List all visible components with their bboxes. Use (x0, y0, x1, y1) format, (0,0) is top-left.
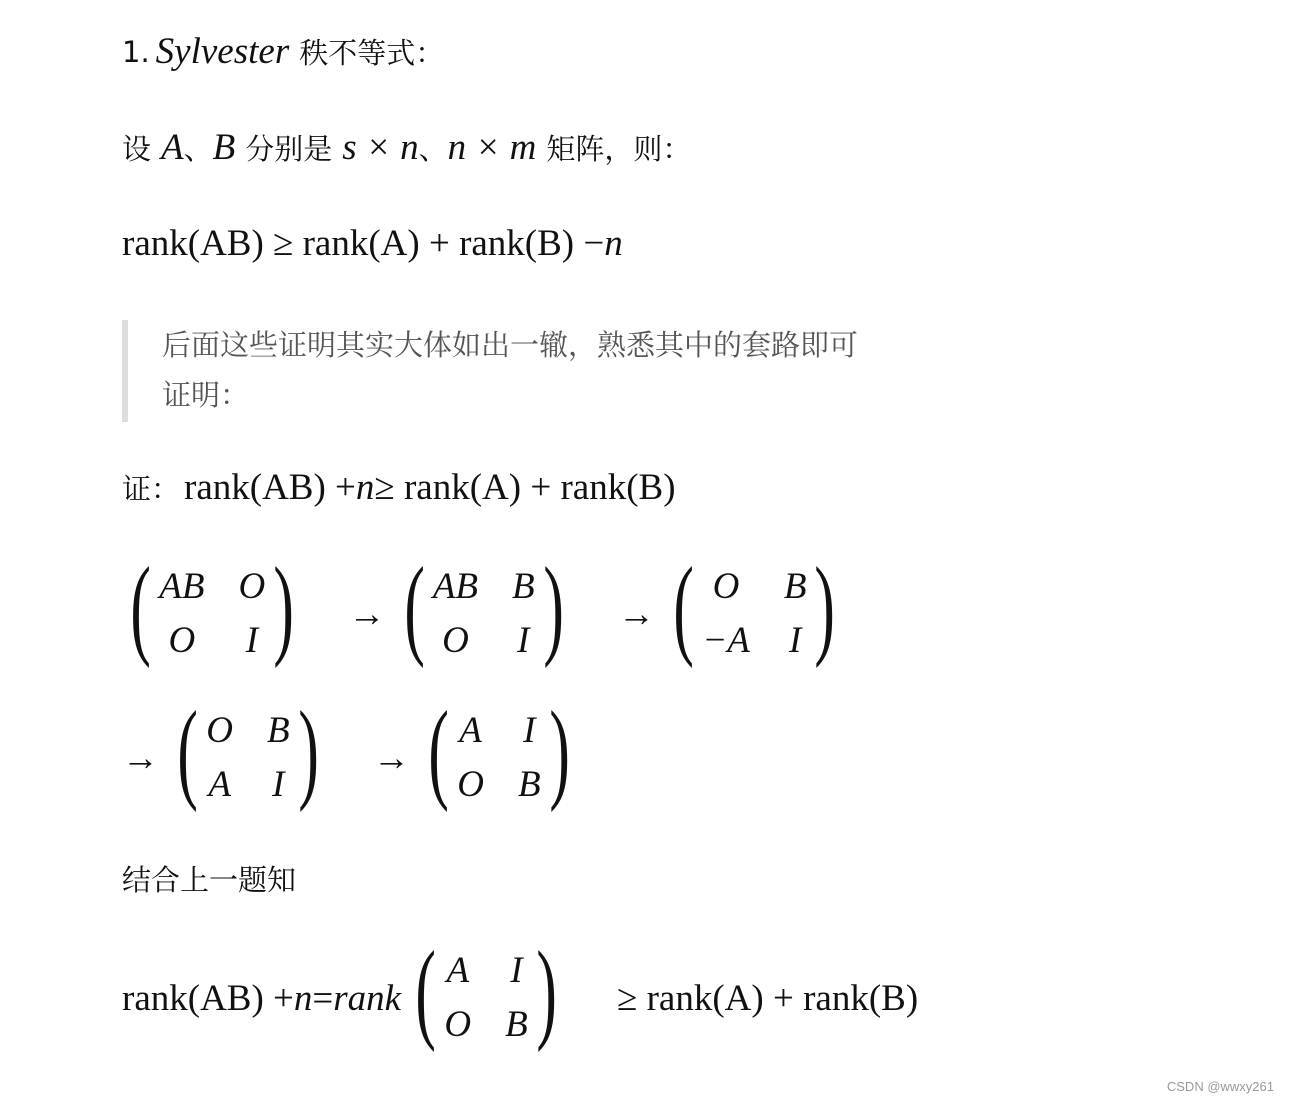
matrix-4 (169, 689, 327, 813)
matrix-cell: I (517, 620, 530, 661)
left-paren: ( (130, 545, 151, 669)
matrix-row-2 (122, 689, 578, 813)
left-paren: ( (415, 929, 437, 1053)
proof-n: n (355, 467, 375, 508)
premise-dim2: n × m (447, 127, 537, 168)
right-paren: ) (536, 929, 557, 1053)
matrix-6 (407, 929, 565, 1053)
combine-line (122, 858, 296, 899)
combine-text: 结合上一题知 (122, 863, 297, 897)
matrix-cell: B (505, 1004, 528, 1045)
left-paren: ( (177, 689, 198, 813)
matrix-cell: AB (432, 566, 479, 607)
right-paren: ) (273, 545, 295, 669)
arrow-symbol: → (372, 737, 410, 779)
matrix-2 (396, 545, 572, 669)
matrix-cell: O (712, 566, 740, 607)
matrix-cell: B (517, 764, 541, 805)
matrix-cell: I (523, 710, 536, 751)
matrix-cell: A (459, 710, 482, 751)
premise-b: B (212, 127, 236, 168)
premise-prefix: 设 (122, 132, 152, 166)
heading-name: Sylvester (155, 31, 290, 72)
blockquote-note (122, 320, 942, 422)
section-heading (122, 30, 444, 73)
right-paren: ) (814, 545, 836, 669)
right-paren: ) (548, 689, 570, 813)
right-paren: ) (543, 545, 564, 669)
matrix-row-1 (122, 545, 844, 669)
matrix-cell: I (245, 620, 259, 661)
left-paren: ( (403, 545, 425, 669)
matrix-5 (420, 689, 578, 813)
matrix-cell: B (783, 566, 807, 607)
matrix-cell: I (788, 620, 802, 661)
note-line-2: 证明： (162, 378, 250, 412)
matrix-cell: O (238, 566, 266, 607)
premise-suffix: 矩阵，则： (546, 132, 692, 166)
statement-lhs: rank(AB) ≥ rank(A) + rank(B) − (122, 223, 605, 264)
left-paren: ( (673, 545, 694, 669)
conclusion-rhs: ≥ rank(A) + rank(B) (617, 977, 919, 1019)
proof-part2: ≥ rank(A) + rank(B) (374, 467, 676, 508)
left-paren: ( (428, 689, 449, 813)
matrix-cell: I (510, 950, 523, 991)
heading-number: 1. (122, 34, 150, 69)
matrix-cell: AB (159, 566, 205, 607)
proof-prefix: 证： (122, 472, 181, 506)
premise-line (122, 126, 691, 169)
arrow-symbol: → (122, 737, 159, 779)
proof-part1: rank(AB) + (184, 467, 356, 508)
matrix-cell: I (272, 764, 285, 805)
matrix-cell: B (512, 566, 535, 607)
conclusion-n: n (293, 977, 313, 1019)
arrow-symbol: → (348, 593, 386, 635)
matrix-cell: −A (702, 620, 750, 661)
conclusion-rank-word: rank (333, 977, 402, 1019)
arrow-symbol: → (617, 593, 655, 635)
matrix-cell: O (442, 620, 469, 661)
matrix-cell: O (457, 764, 484, 805)
premise-a: A (161, 127, 184, 168)
matrix-cell: A (208, 764, 231, 805)
csdn-watermark: CSDN @wwxy261 (1166, 1079, 1274, 1094)
heading-title: 秩不等式： (299, 36, 445, 70)
proof-claim-line (122, 466, 676, 509)
note-line-1: 后面这些证明其实大体如出一辙，熟悉其中的套路即可 (162, 328, 859, 362)
statement-n: n (604, 223, 623, 264)
conclusion-line (122, 929, 919, 1053)
premise-sep2: 、 (418, 132, 448, 166)
matrix-1 (122, 545, 303, 669)
matrix-3 (665, 545, 844, 669)
matrix-cell: B (267, 710, 290, 751)
matrix-cell: O (168, 620, 196, 661)
conclusion-lhs: rank(AB) + (122, 977, 294, 1019)
premise-dim1: s × n (342, 127, 419, 168)
conclusion-eq: = (312, 977, 334, 1019)
statement-line (122, 222, 623, 265)
matrix-cell: O (444, 1004, 472, 1045)
premise-mid: 分别是 (245, 132, 333, 166)
premise-sep: 、 (183, 132, 213, 166)
matrix-cell: O (206, 710, 234, 751)
right-paren: ) (298, 689, 319, 813)
matrix-cell: A (446, 950, 470, 991)
